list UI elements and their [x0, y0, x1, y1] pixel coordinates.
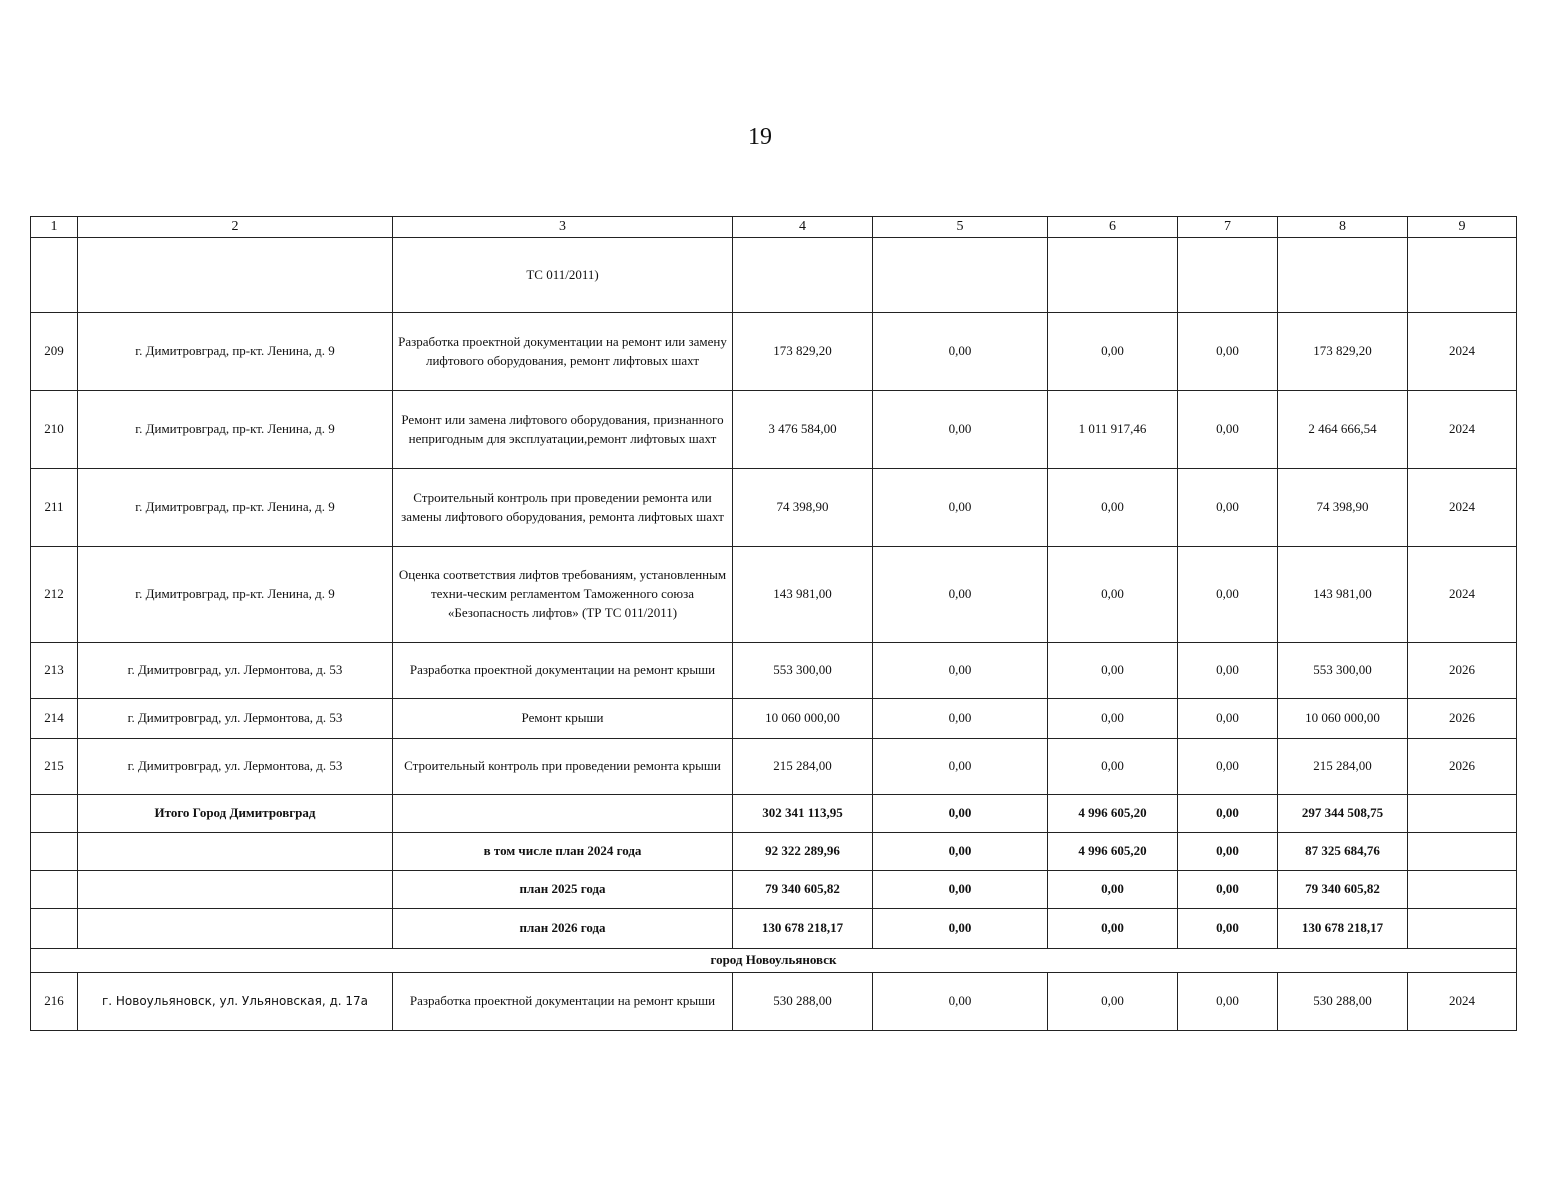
total-amount: 0,00: [1178, 909, 1278, 949]
table-row: [31, 391, 1517, 469]
section-row: [31, 949, 1517, 973]
total-amount: 0,00: [873, 909, 1048, 949]
address-cell: г. Димитровград, пр-кт. Ленина, д. 9: [78, 547, 393, 643]
amount-cell: 3 476 584,00: [733, 391, 873, 469]
amount-cell: 0,00: [873, 739, 1048, 795]
address-cell: г. Новоульяновск, ул. Ульяновская, д. 17а: [78, 972, 393, 1030]
year-cell: 2024: [1408, 469, 1517, 547]
table-row: [31, 972, 1517, 1030]
year-cell: 2024: [1408, 972, 1517, 1030]
page-number: 19: [748, 124, 772, 150]
row-number: 211: [31, 469, 78, 547]
total-amount: 0,00: [1178, 871, 1278, 909]
total-amount: 0,00: [873, 871, 1048, 909]
address-cell: г. Димитровград, ул. Лермонтова, д. 53: [78, 699, 393, 739]
year-cell: 2026: [1408, 643, 1517, 699]
address-cell: г. Димитровград, пр-кт. Ленина, д. 9: [78, 469, 393, 547]
amount-cell: 0,00: [1048, 739, 1178, 795]
amount-cell: 215 284,00: [733, 739, 873, 795]
total-amount: 0,00: [873, 795, 1048, 833]
total-amount: 87 325 684,76: [1278, 833, 1408, 871]
total-sublabel: [393, 795, 733, 833]
amount-cell: 173 829,20: [733, 313, 873, 391]
amount-cell: 143 981,00: [733, 547, 873, 643]
total-label: [78, 833, 393, 871]
total-label: [78, 909, 393, 949]
amount-cell: 0,00: [873, 643, 1048, 699]
work-description: Ремонт крыши: [393, 699, 733, 739]
amount-cell: 0,00: [1178, 643, 1278, 699]
amount-cell: 173 829,20: [1278, 313, 1408, 391]
table-row: [31, 699, 1517, 739]
amount-cell: 10 060 000,00: [1278, 699, 1408, 739]
year-cell: 2024: [1408, 391, 1517, 469]
amount-cell: 0,00: [1048, 547, 1178, 643]
total-label: [78, 871, 393, 909]
total-amount: 0,00: [1048, 871, 1178, 909]
total-amount: 0,00: [1048, 909, 1178, 949]
column-number: 7: [1178, 217, 1278, 238]
total-amount: 79 340 605,82: [733, 871, 873, 909]
row-number: 212: [31, 547, 78, 643]
total-amount: 92 322 289,96: [733, 833, 873, 871]
work-description: Строительный контроль при проведении ремонта крыши: [393, 739, 733, 795]
total-sublabel: план 2026 года: [393, 909, 733, 949]
amount-cell: 553 300,00: [733, 643, 873, 699]
amount-cell: 0,00: [1178, 469, 1278, 547]
column-number: 9: [1408, 217, 1517, 238]
total-label: Итого Город Димитровград: [78, 795, 393, 833]
total-amount: 297 344 508,75: [1278, 795, 1408, 833]
amount-cell: 74 398,90: [1278, 469, 1408, 547]
amount-cell: 0,00: [1178, 972, 1278, 1030]
amount-cell: 0,00: [873, 547, 1048, 643]
column-number: 2: [78, 217, 393, 238]
amount-cell: 553 300,00: [1278, 643, 1408, 699]
total-amount: 302 341 113,95: [733, 795, 873, 833]
amount-cell: 2 464 666,54: [1278, 391, 1408, 469]
total-sublabel: в том числе план 2024 года: [393, 833, 733, 871]
work-description: Ремонт или замена лифтового оборудования, признанного непригодным для эксплуатации,ремонт лифтовых шахт: [393, 391, 733, 469]
amount-cell: 0,00: [1048, 469, 1178, 547]
amount-cell: 0,00: [1048, 972, 1178, 1030]
address-cell: г. Димитровград, ул. Лермонтова, д. 53: [78, 643, 393, 699]
column-number: 1: [31, 217, 78, 238]
year-cell: 2026: [1408, 739, 1517, 795]
total-row: [31, 795, 1517, 833]
amount-cell: 0,00: [873, 391, 1048, 469]
amount-cell: 143 981,00: [1278, 547, 1408, 643]
row-number: 214: [31, 699, 78, 739]
year-cell: 2024: [1408, 547, 1517, 643]
work-description: Разработка проектной документации на ремонт крыши: [393, 643, 733, 699]
amount-cell: 0,00: [1178, 313, 1278, 391]
row-number: 216: [31, 972, 78, 1030]
section-title: город Новоульяновск: [31, 949, 1517, 973]
works-table: [30, 216, 1517, 1031]
continuation-row: [31, 238, 1517, 313]
column-number: 6: [1048, 217, 1178, 238]
total-amount: 0,00: [1178, 795, 1278, 833]
column-number: 8: [1278, 217, 1408, 238]
total-row: [31, 909, 1517, 949]
amount-cell: 0,00: [1048, 643, 1178, 699]
amount-cell: 0,00: [1178, 739, 1278, 795]
row-number: 210: [31, 391, 78, 469]
amount-cell: 74 398,90: [733, 469, 873, 547]
address-cell: г. Димитровград, пр-кт. Ленина, д. 9: [78, 391, 393, 469]
amount-cell: 0,00: [873, 313, 1048, 391]
year-cell: 2026: [1408, 699, 1517, 739]
amount-cell: 0,00: [873, 972, 1048, 1030]
total-amount: 130 678 218,17: [1278, 909, 1408, 949]
amount-cell: 0,00: [1048, 699, 1178, 739]
amount-cell: 0,00: [1178, 391, 1278, 469]
work-description: Разработка проектной документации на ремонт крыши: [393, 972, 733, 1030]
amount-cell: 10 060 000,00: [733, 699, 873, 739]
amount-cell: 215 284,00: [1278, 739, 1408, 795]
amount-cell: 0,00: [1048, 313, 1178, 391]
work-description: Строительный контроль при проведении ремонта или замены лифтового оборудования, ремонта лифтовых шахт: [393, 469, 733, 547]
total-amount: 4 996 605,20: [1048, 833, 1178, 871]
total-amount: 79 340 605,82: [1278, 871, 1408, 909]
total-amount: 0,00: [1178, 833, 1278, 871]
column-number: 4: [733, 217, 873, 238]
row-number: 213: [31, 643, 78, 699]
address-cell: г. Димитровград, ул. Лермонтова, д. 53: [78, 739, 393, 795]
amount-cell: 530 288,00: [1278, 972, 1408, 1030]
year-cell: 2024: [1408, 313, 1517, 391]
amount-cell: 0,00: [1178, 699, 1278, 739]
total-row: [31, 833, 1517, 871]
amount-cell: 0,00: [1178, 547, 1278, 643]
column-number: 3: [393, 217, 733, 238]
total-sublabel: план 2025 года: [393, 871, 733, 909]
amount-cell: 530 288,00: [733, 972, 873, 1030]
table-row: [31, 739, 1517, 795]
table-row: [31, 643, 1517, 699]
row-number: 215: [31, 739, 78, 795]
total-amount: 0,00: [873, 833, 1048, 871]
amount-cell: 0,00: [873, 469, 1048, 547]
work-description: Оценка соответствия лифтов требованиям, установленным техни-ческим регламентом Таможенного союза «Безопасность лифтов» (ТР ТС 011/2011): [393, 547, 733, 643]
table-row: [31, 547, 1517, 643]
table-row: [31, 469, 1517, 547]
total-amount: 4 996 605,20: [1048, 795, 1178, 833]
row-number: 209: [31, 313, 78, 391]
column-number: 5: [873, 217, 1048, 238]
total-amount: 130 678 218,17: [733, 909, 873, 949]
continuation-text: ТС 011/2011): [393, 238, 733, 313]
total-row: [31, 871, 1517, 909]
amount-cell: 0,00: [873, 699, 1048, 739]
work-description: Разработка проектной документации на ремонт или замену лифтового оборудования, ремонт лифтовых шахт: [393, 313, 733, 391]
address-cell: г. Димитровград, пр-кт. Ленина, д. 9: [78, 313, 393, 391]
amount-cell: 1 011 917,46: [1048, 391, 1178, 469]
column-number-row: [31, 217, 1517, 238]
table-row: [31, 313, 1517, 391]
